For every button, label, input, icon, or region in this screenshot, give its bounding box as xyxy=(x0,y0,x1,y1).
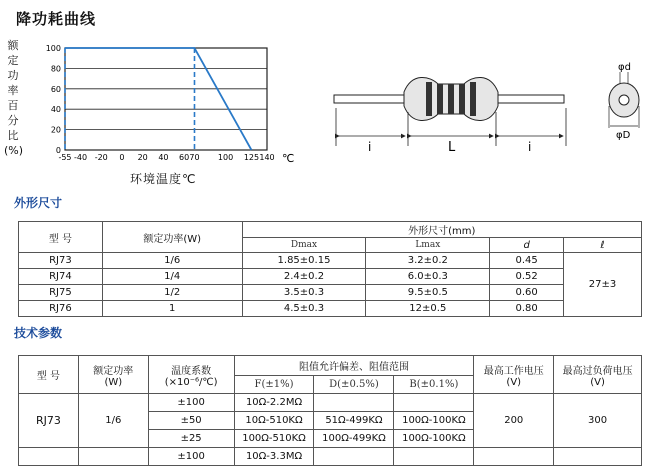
y-tick-label: 40 xyxy=(50,105,61,115)
tech-overload: 300 xyxy=(554,394,642,448)
y-tick-label: 20 xyxy=(50,125,61,135)
chart-grid xyxy=(65,48,267,150)
tech-header-F: F(±1%) xyxy=(234,376,314,394)
tech-section-title: 技术参数 xyxy=(14,326,63,340)
color-band xyxy=(426,82,432,116)
x-tick-label: -55 xyxy=(58,153,72,162)
dims-header-d: d xyxy=(490,238,564,253)
dim-label-i-right: i xyxy=(528,140,532,154)
x-tick-label: 60 xyxy=(179,153,190,162)
dims-header-dims: 外形尺寸(mm) xyxy=(242,222,641,238)
derating-y-label: 额定功率百分比(%) xyxy=(4,39,24,157)
table-row: ±25 100Ω-510KΩ 100Ω-499KΩ 100Ω-100KΩ xyxy=(19,430,642,448)
dims-header-l: ℓ xyxy=(564,238,642,253)
x-tick-label: 140 xyxy=(259,153,275,162)
resistor-drawing xyxy=(330,56,570,156)
lead-right xyxy=(498,95,564,103)
dims-header-power: 额定功率(W) xyxy=(102,222,242,253)
tech-voltage: 200 xyxy=(474,394,554,448)
dim-label-L: L xyxy=(448,140,456,155)
tech-header-power: 额定功率 xyxy=(93,365,134,377)
dims-header-D: Dmax xyxy=(242,238,366,253)
tech-header-tolerance: 阻值允许偏差、阻值范围 xyxy=(234,356,474,376)
derating-title: 降功耗曲线 xyxy=(16,10,97,28)
derating-x-label: 环境温度℃ xyxy=(130,172,197,186)
table-row: RJ75 1/2 3.5±0.3 9.5±0.5 0.60 xyxy=(19,285,642,301)
color-band xyxy=(448,84,454,114)
label-big-D: φD xyxy=(616,130,631,141)
plot-frame xyxy=(65,48,267,150)
dims-header-model: 型 号 xyxy=(19,222,103,253)
tech-header-tcr: 温度系数 xyxy=(171,365,212,377)
color-band xyxy=(470,82,476,116)
label-small-d: φd xyxy=(618,62,631,73)
x-tick-label: 70 xyxy=(189,153,200,162)
tech-header-D: D(±0.5%) xyxy=(314,376,394,394)
tech-table: 型 号 额定功率 (W) 温度系数 (×10⁻⁶/℃) 阻值允许偏差、阻值范围 最高工作电压 (V) 最高过负荷电压 (V) F(±1%) D(±0.5%) B(±0.1%) RJ73 1/6 ±100 10Ω-2.2MΩ 200 300 ±50 10Ω-510KΩ 51Ω-499KΩ 100Ω-100KΩ ±25 100Ω-510KΩ 100Ω-499KΩ 100Ω-100KΩ ±100 10Ω-3.3MΩ xyxy=(18,355,642,466)
lead-left xyxy=(334,95,404,103)
table-row: RJ73 1/6 1.85±0.15 3.2±0.2 0.45 27±3 xyxy=(19,253,642,269)
tech-header-overload: 最高过负荷电压 xyxy=(562,365,633,377)
derating-chart xyxy=(0,0,300,175)
dims-header-L: Lmax xyxy=(366,238,490,253)
x-tick-label: 20 xyxy=(137,153,148,162)
dim-label-i: i xyxy=(368,140,372,154)
y-tick-labels xyxy=(46,44,61,155)
x-tick-label: 125 xyxy=(243,153,260,162)
y-tick-label: 100 xyxy=(45,44,61,53)
x-tick-label: -20 xyxy=(94,153,108,162)
x-tick-labels xyxy=(58,153,274,162)
table-row: ±50 10Ω-510KΩ 51Ω-499KΩ 100Ω-100KΩ xyxy=(19,412,642,430)
dims-l-value: 27±3 xyxy=(564,253,642,317)
table-row: ±100 10Ω-3.3MΩ xyxy=(19,448,642,466)
tech-header-model: 型 号 xyxy=(19,356,79,394)
table-row: RJ76 1 4.5±0.3 12±0.5 0.80 xyxy=(19,301,642,317)
dims-section-title: 外形尺寸 xyxy=(14,196,63,210)
tech-power: 1/6 xyxy=(78,394,148,448)
table-row: RJ74 1/4 2.4±0.2 6.0±0.3 0.52 xyxy=(19,269,642,285)
x-tick-label: 40 xyxy=(158,153,169,162)
tech-model: RJ73 xyxy=(19,394,79,448)
x-tick-label: 0 xyxy=(119,153,125,162)
dims-table xyxy=(18,221,642,317)
y-tick-label: 80 xyxy=(50,64,61,74)
y-tick-label: 0 xyxy=(55,146,61,155)
tech-header-B: B(±0.1%) xyxy=(394,376,474,394)
x-tick-label: 100 xyxy=(217,153,234,162)
table-row: RJ73 1/6 ±100 10Ω-2.2MΩ 200 300 xyxy=(19,394,642,412)
resistor-end-view xyxy=(598,56,658,146)
color-band xyxy=(437,84,443,114)
x-tick-label: -40 xyxy=(73,153,88,162)
y-tick-label: 60 xyxy=(50,84,61,94)
x-unit-label: ℃ xyxy=(282,152,295,165)
color-band xyxy=(459,84,465,114)
tech-header-voltage: 最高工作电压 xyxy=(483,365,544,377)
